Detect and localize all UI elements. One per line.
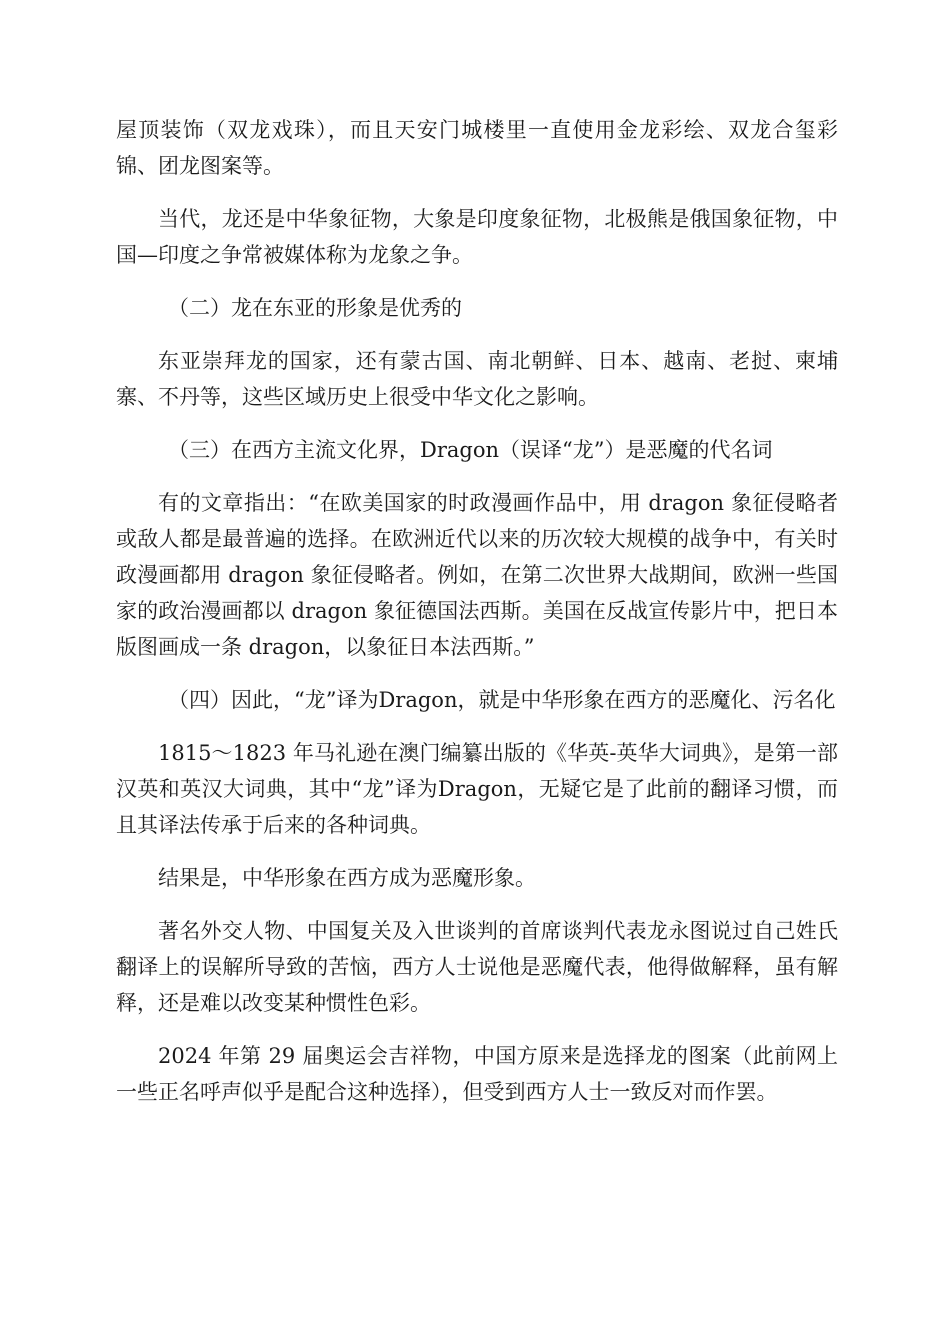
document-page	[116, 112, 838, 1127]
paragraph-long-yongtu: 著名外交人物、中国复关及入世谈判的首席谈判代表龙永图说过自己姓氏翻译上的误解所导致的苦恼，西方人士说他是恶魔代表，他得做解释，虽有解释，还是难以改变某种惯性色彩。	[116, 919, 838, 1015]
paragraph-olympic-mascot: 2024 年第 29 届奥运会吉祥物，中国方原来是选择龙的图案（此前网上一些正名呼声似乎是配合这种选择），但受到西方人士一致反对而作罢。	[116, 1044, 838, 1104]
paragraph-east-asia-countries: 东亚崇拜龙的国家，还有蒙古国、南北朝鲜、日本、越南、老挝、柬埔寨、不丹等，这些区域历史上很受中华文化之影响。	[116, 349, 838, 409]
paragraph-contemporary-symbols: 当代，龙还是中华象征物，大象是印度象征物，北极熊是俄国象征物，中国—印度之争常被媒体称为龙象之争。	[116, 207, 838, 267]
section-heading-east-asia: （二）龙在东亚的形象是优秀的	[168, 296, 462, 320]
paragraph-political-cartoons: 有的文章指出：“在欧美国家的时政漫画作品中，用 dragon 象征侵略者或敌人都是最普遍的选择。在欧洲近代以来的历次较大规模的战争中，有关时政漫画都用 dragon 象征侵略者。例如，在第二次世界大战期间，欧洲一些国家的政治漫画都以 dragon 象征德国法西斯。美国在反战宣传影片中，把日本版图画成一条 dragon，以象征日本法西斯。”	[116, 491, 838, 659]
section-heading-demonization: （四）因此，“龙”译为Dragon，就是中华形象在西方的恶魔化、污名化	[168, 688, 836, 712]
paragraph-result: 结果是，中华形象在西方成为恶魔形象。	[158, 866, 536, 890]
section-heading-western-culture: （三）在西方主流文化界，Dragon（误译“龙”）是恶魔的代名词	[168, 438, 773, 462]
paragraph-rooftop-decoration: 屋顶装饰（双龙戏珠），而且天安门城楼里一直使用金龙彩绘、双龙合玺彩锦、团龙图案等。	[116, 118, 838, 178]
paragraph-morrison-dictionary: 1815～1823 年马礼逊在澳门编纂出版的《华英-英华大词典》，是第一部汉英和英汉大词典，其中“龙”译为Dragon，无疑它是了此前的翻译习惯，而且其译法传承于后来的各种词典。	[116, 741, 838, 837]
